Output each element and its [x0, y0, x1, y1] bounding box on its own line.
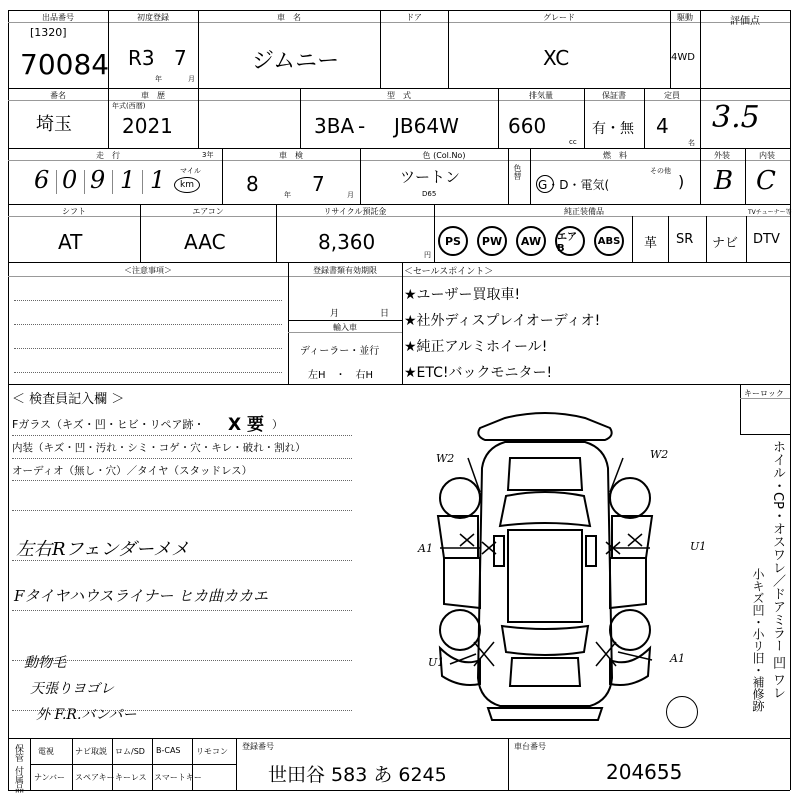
fglass-line: Fガラス（キズ・凹・ヒビ・リペア跡・	[12, 418, 205, 431]
first-reg-label: 初度登録	[137, 13, 169, 22]
sales-point-1: ★ユーザー買取車!	[404, 287, 521, 303]
handwritten-note-5: 外 F.R.バンパー	[36, 707, 137, 723]
footer-cell-rom: ロム/SD	[115, 747, 145, 756]
interior-grade: C	[756, 166, 776, 196]
ac-label: エアコン	[192, 207, 224, 216]
mark-a1-right: A1	[670, 652, 685, 665]
first-reg-month: 7	[174, 46, 187, 70]
first-reg-tsuki: 月	[188, 75, 195, 83]
doc-day: 日	[380, 309, 390, 319]
chassis-label: 車台番号	[514, 742, 546, 751]
fuel-label: 燃 料	[603, 151, 627, 160]
audio-line: オーディオ（無し・穴）／タイヤ（スタッドレス）	[12, 465, 253, 477]
recycle-amount: 8,360	[318, 230, 376, 254]
grade: XC	[543, 46, 570, 70]
lot-sub: [1320]	[30, 26, 67, 39]
type-b: JB64W	[394, 114, 459, 138]
import-dealer: ディーラー・並行	[300, 346, 380, 357]
equip-navi: ナビ	[712, 236, 739, 251]
year-sub: 年式(西暦)	[112, 102, 146, 110]
footer-cell-bcas: B-CAS	[156, 746, 181, 755]
pref-label: 番名	[50, 91, 66, 100]
exterior-grade: B	[714, 166, 734, 196]
lot-number: 70084	[20, 48, 110, 81]
side-text-2: 小キズ凹・小リ旧・補修跡	[751, 568, 765, 712]
handwritten-note-1: 左右Rフェンダーメメ	[16, 539, 190, 560]
car-body-diagram	[420, 408, 670, 738]
mark-w2-right: W2	[650, 448, 669, 461]
interior-label: 内装	[759, 151, 775, 160]
storage-label: 保管	[13, 744, 23, 762]
warranty-label: 保証書	[602, 91, 626, 100]
plate-label: 登録番号	[242, 742, 274, 751]
lot-label: 出品番号	[42, 13, 74, 22]
equip-abs: ABS	[594, 226, 624, 256]
color-code: D65	[422, 190, 437, 198]
seats: 4	[656, 114, 669, 138]
points-label: ＜セールスポイント＞	[404, 267, 494, 277]
inspect-label: 車 検	[279, 151, 303, 160]
mileage-label: 走 行	[96, 151, 120, 160]
fuel-close: )	[678, 172, 685, 191]
fuel-gas-circle	[536, 175, 554, 193]
notes-label: ＜注意事項＞	[124, 266, 172, 275]
mileage-digit-2: 0	[62, 166, 78, 194]
import-label: 輸入車	[333, 323, 357, 332]
mileage-digit-1: 6	[34, 166, 50, 194]
grade-label: グレード	[543, 13, 575, 22]
color-name: ツートン	[400, 168, 461, 186]
door-label: ドア	[406, 13, 422, 22]
inspection-title: ＜ 検査員記入欄 ＞	[12, 392, 125, 407]
cc-unit: cc	[569, 138, 577, 146]
fglass-end: ）	[272, 418, 283, 431]
seats-unit: 名	[688, 139, 695, 147]
equip-pw: PW	[477, 226, 507, 256]
mark-u1-left: U1	[428, 656, 445, 669]
prefecture: 埼玉	[36, 114, 72, 135]
footer-cell-tv: 電視	[38, 747, 54, 756]
interior-line: 内装（キズ・凹・汚れ・シミ・コゲ・穴・キレ・破れ・割れ）	[12, 442, 306, 454]
footer-cell-remote: リモコン	[196, 747, 228, 756]
fglass-mark: X 要	[228, 415, 265, 435]
keyless-circle	[666, 696, 698, 728]
type-dash: -	[358, 114, 366, 138]
equip-sr: SR	[676, 232, 694, 247]
side-text-1: ホイル・CP・オスワレ／ドアミラー 凹 ワレ	[770, 440, 785, 700]
inspect-year: 8	[246, 172, 259, 196]
footer-cell-keyless: キーレス	[115, 773, 147, 782]
model-name: ジムニー	[252, 49, 340, 74]
equip-dtv: DTV	[753, 232, 780, 247]
recycle-label: リサイクル預託金	[323, 207, 387, 216]
drive: 4WD	[671, 52, 695, 63]
accessory-label: 付属品	[13, 766, 23, 793]
displacement: 660	[508, 114, 547, 138]
inspect-month: 7	[312, 172, 325, 196]
yen: 円	[424, 251, 431, 259]
seats-label: 定員	[664, 91, 680, 100]
type-label: 型 式	[387, 91, 411, 100]
model-year: 2021	[122, 114, 173, 138]
footer-cell-navi: ナビ取説	[75, 747, 107, 756]
mark-w2-left: W2	[436, 452, 455, 465]
chassis-number: 204655	[606, 760, 683, 784]
shift-label: シフト	[62, 207, 86, 216]
footer-cell-smartkey: スマートキー	[154, 773, 202, 782]
first-reg-era: R3	[128, 46, 155, 70]
inspect-nen: 年	[284, 191, 291, 199]
mark-a1-left: A1	[418, 542, 433, 555]
cc-label: 排気量	[529, 91, 553, 100]
equip-ps: PS	[438, 226, 468, 256]
doc-month: 月	[330, 309, 340, 319]
first-reg-nen: 年	[155, 75, 162, 83]
eval-label: 評価点	[730, 16, 760, 27]
footer-cell-plate: ナンバー	[34, 773, 66, 782]
handwritten-note-3: 動物毛	[24, 655, 66, 671]
mark-u1-right: U1	[690, 540, 707, 553]
doc-label: 登録書類有効期限	[313, 266, 377, 275]
equip-airbag: エアB	[555, 226, 585, 256]
mileage-digit-3: 9	[90, 166, 106, 194]
sales-point-3: ★純正アルミホイール!	[404, 339, 548, 355]
warranty-value: 有・無	[592, 121, 634, 137]
model-label: 車 名	[277, 13, 301, 22]
inspect-tsuki: 月	[347, 191, 354, 199]
shift: AT	[58, 230, 83, 254]
exterior-label: 外装	[714, 151, 730, 160]
handwritten-note-4: 天張りヨゴレ	[30, 681, 114, 697]
ac: AAC	[184, 230, 226, 254]
equip-label: 純正装備品	[564, 207, 604, 216]
mile-label: マイル	[180, 167, 201, 175]
fuel-other: その他	[650, 167, 671, 175]
tv-tuner: TVチューナー等	[748, 209, 792, 216]
year-label: 車 歴	[141, 91, 165, 100]
keyless-label: キーロック	[744, 389, 784, 398]
times-label: 3年	[202, 151, 214, 159]
handwritten-note-2: Fタイヤハウスライナー ヒカ曲カカエ	[14, 587, 268, 605]
color-label: 色 (Col.No)	[422, 151, 466, 160]
fuel-options: G・D・電気(	[538, 178, 610, 192]
km-circle: km	[174, 177, 200, 193]
equip-aw: AW	[516, 226, 546, 256]
drive-label: 駆動	[677, 13, 693, 22]
footer-cell-spare: スペアキー	[75, 773, 115, 782]
plate-number: 世田谷 583 あ 6245	[268, 764, 447, 786]
sales-point-4: ★ETC!バックモニター!	[404, 365, 553, 381]
mileage-digit-4: 1	[120, 166, 136, 194]
color-change: 色替	[513, 164, 522, 180]
sales-point-2: ★社外ディスプレイオーディオ!	[404, 313, 601, 329]
equip-leather: 革	[644, 236, 658, 251]
eval-score: 3.5	[712, 100, 760, 135]
type-a: 3BA	[314, 114, 355, 138]
mileage-digit-5: 1	[150, 166, 166, 194]
import-handle: 左H ・ 右H	[308, 370, 374, 381]
